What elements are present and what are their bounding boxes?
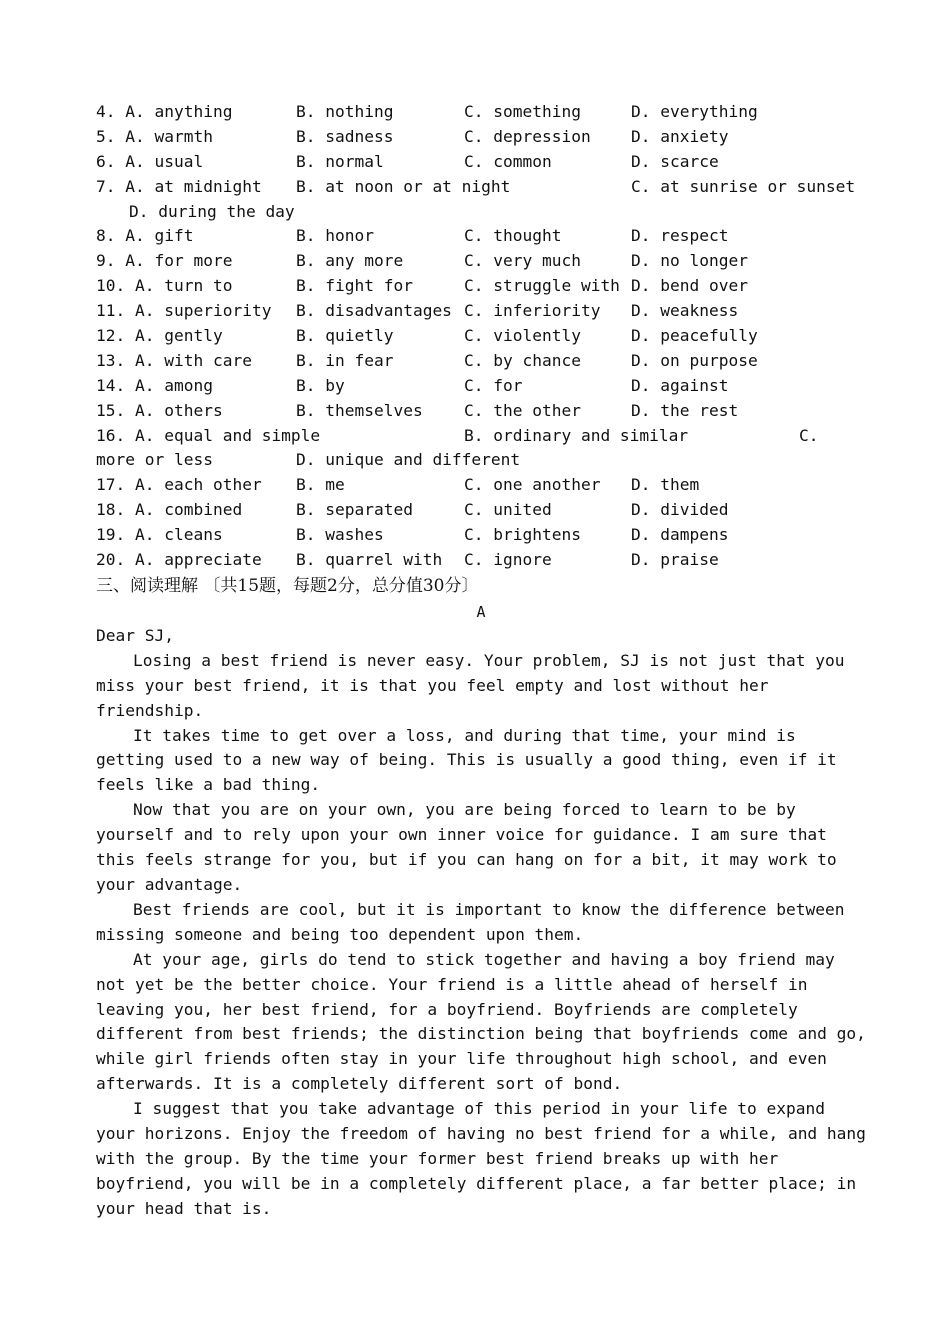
option-d: D. no longer	[631, 251, 748, 271]
page-content	[96, 100, 866, 1222]
option-b: B. normal	[296, 151, 384, 171]
option-b: B. quietly	[296, 326, 394, 346]
question-number: 8.	[96, 226, 116, 246]
question-num-and-option-a	[96, 150, 203, 175]
option-a: A. usual	[125, 151, 204, 171]
option-d: D. on purpose	[631, 350, 758, 370]
question-number: 16.	[96, 425, 126, 445]
option-d: D. unique and different	[296, 450, 521, 470]
question-num-and-option-a	[96, 374, 213, 399]
letter-paragraph: I suggest that you take advantage of this period in your life to expand your horizons. Enjoy the freedom of having no best friend for a while, and hang with the group. By the time your former best friend breaks up with her boyfriend, you will be in a completely different place, a far better place; in your head that is.	[96, 1099, 866, 1218]
option-c: C. ignore	[464, 550, 552, 570]
option-a: A. appreciate	[135, 550, 262, 570]
question-num-and-option-a	[96, 473, 262, 498]
question-row	[96, 473, 866, 498]
letter-paragraph: It takes time to get over a loss, and during that time, your mind is getting used to a new way of being. This is usually a good thing, even if it feels like a bad thing.	[96, 725, 837, 795]
question-number: 18.	[96, 500, 126, 520]
option-b: B. in fear	[296, 350, 394, 370]
option-a: A. gently	[135, 326, 223, 346]
letter-paragraph: Best friends are cool, but it is important to know the difference between missing someone and being too dependent upon them.	[96, 899, 845, 944]
question-row-continued	[96, 448, 866, 473]
option-c: C. depression	[464, 126, 591, 146]
option-a: A. for more	[125, 251, 233, 271]
option-a: A. cleans	[135, 525, 223, 545]
option-b: B. quarrel with	[296, 550, 443, 570]
question-number: 7.	[96, 176, 116, 196]
section-heading: 三、阅读理解 〔共15题，每题2分，总分值30分〕	[96, 575, 479, 596]
question-row	[96, 299, 866, 324]
option-d: D. scarce	[631, 151, 719, 171]
question-num-and-option-a	[96, 224, 193, 249]
option-c: C. the other	[464, 400, 581, 420]
option-a: A. others	[135, 400, 223, 420]
option-c-text: more or less	[96, 450, 213, 470]
question-num-and-option-a	[96, 324, 223, 349]
option-a: A. superiority	[135, 301, 272, 321]
option-a: A. each other	[135, 475, 262, 495]
question-number: 9.	[96, 251, 116, 271]
question-row	[96, 349, 866, 374]
question-num-and-option-a	[96, 548, 262, 573]
option-c: C. very much	[464, 251, 581, 271]
option-c: C. united	[464, 500, 552, 520]
option-d: D. during the day	[129, 201, 295, 221]
question-row	[96, 175, 866, 200]
option-d: D. against	[631, 375, 729, 395]
option-a: A. among	[135, 375, 213, 395]
option-d: D. everything	[631, 102, 758, 121]
option-d: D. praise	[631, 550, 719, 570]
option-c: C. one another	[464, 475, 601, 495]
question-number: 4.	[96, 102, 116, 121]
option-d: D. divided	[631, 500, 729, 520]
option-b: B. me	[296, 475, 345, 495]
letter-paragraph: Now that you are on your own, you are being forced to learn to be by yourself and to rely upon your own inner voice for guidance. I am sure that this feels strange for you, but if you can hang on for a bit, it may work to your advantage.	[96, 800, 837, 894]
option-b: B. any more	[296, 251, 404, 271]
question-row	[96, 324, 866, 349]
option-b: B. separated	[296, 500, 413, 520]
option-b: B. fight for	[296, 276, 413, 296]
option-b: B. themselves	[296, 400, 423, 420]
question-row	[96, 548, 866, 573]
option-c: C. by chance	[464, 350, 581, 370]
option-a: A. with care	[135, 350, 252, 370]
option-d: D. dampens	[631, 525, 729, 545]
option-d: D. them	[631, 475, 700, 495]
question-number: 6.	[96, 151, 116, 171]
question-number: 13.	[96, 350, 126, 370]
letter-salutation: Dear SJ,	[96, 625, 174, 645]
question-num-and-option-a	[96, 498, 242, 523]
question-row	[96, 374, 866, 399]
option-a: A. turn to	[135, 276, 233, 296]
question-row	[96, 100, 866, 125]
question-number: 15.	[96, 400, 126, 420]
question-number: 5.	[96, 126, 116, 146]
question-number: 10.	[96, 276, 126, 296]
question-num-and-option-a	[96, 249, 232, 274]
option-c: C. violently	[464, 326, 581, 346]
question-num-and-option-a	[96, 523, 223, 548]
question-row-continued	[96, 200, 866, 225]
letter-paragraph: At your age, girls do tend to stick together and having a boy friend may not yet be the better choice. Your friend is a little ahead of herself in leaving you, her best friend, for a boyfriend. Boyfriends are completely different from best friends; the distinction being that boyfriends come and go, while girl friends often stay in your life throughout high school, and even afterwards. It is a completely different sort of bond.	[96, 949, 866, 1094]
option-d: D. the rest	[631, 400, 739, 420]
option-d: D. respect	[631, 226, 729, 246]
question-num-and-option-a	[96, 299, 271, 324]
question-num-and-option-a	[96, 424, 320, 449]
question-number: 19.	[96, 525, 126, 545]
option-c: C. inferiority	[464, 301, 601, 321]
option-b: B. ordinary and similar	[464, 425, 689, 445]
option-c: C. thought	[464, 226, 562, 246]
question-row	[96, 399, 866, 424]
question-number: 17.	[96, 475, 126, 495]
question-row	[96, 424, 866, 449]
question-number: 12.	[96, 326, 126, 346]
option-d: D. bend over	[631, 276, 748, 296]
option-b: B. washes	[296, 525, 384, 545]
option-d: D. peacefully	[631, 326, 758, 346]
option-c: C. at sunrise or sunset	[631, 176, 856, 196]
option-c: C. for	[464, 375, 523, 395]
option-c: C. brightens	[464, 525, 581, 545]
letter-paragraph: Losing a best friend is never easy. Your problem, SJ is not just that you miss your best friend, it is that you feel empty and lost without her friendship.	[96, 650, 845, 720]
option-a: A. warmth	[125, 126, 213, 146]
option-c: C. struggle with	[464, 276, 620, 296]
option-b: B. nothing	[296, 102, 394, 121]
question-row	[96, 249, 866, 274]
option-a: A. equal and simple	[135, 425, 321, 445]
option-b: B. sadness	[296, 126, 394, 146]
option-c: C. common	[464, 151, 552, 171]
question-num-and-option-a	[96, 349, 252, 374]
option-b: B. disadvantages	[296, 301, 452, 321]
option-b: B. at noon or at night	[296, 176, 511, 196]
question-number: 20.	[96, 550, 126, 570]
question-row	[96, 274, 866, 299]
question-row	[96, 224, 866, 249]
option-c: C. something	[464, 102, 581, 121]
question-num-and-option-a	[96, 125, 213, 150]
question-num-and-option-a	[96, 175, 262, 200]
passage-label: A	[476, 602, 486, 621]
question-number: 14.	[96, 375, 126, 395]
option-a: A. anything	[125, 102, 233, 121]
question-row	[96, 523, 866, 548]
question-num-and-option-a	[96, 100, 232, 125]
option-d: D. weakness	[631, 301, 739, 321]
question-row	[96, 150, 866, 175]
option-b: B. by	[296, 375, 345, 395]
option-b: B. honor	[296, 226, 374, 246]
option-a: A. gift	[125, 226, 194, 246]
question-row	[96, 498, 866, 523]
question-num-and-option-a	[96, 399, 223, 424]
question-row	[96, 125, 866, 150]
question-number: 11.	[96, 301, 126, 321]
question-num-and-option-a	[96, 274, 232, 299]
option-a: A. at midnight	[125, 176, 262, 196]
option-a: A. combined	[135, 500, 243, 520]
option-c-prefix: C.	[799, 425, 819, 445]
option-d: D. anxiety	[631, 126, 729, 146]
